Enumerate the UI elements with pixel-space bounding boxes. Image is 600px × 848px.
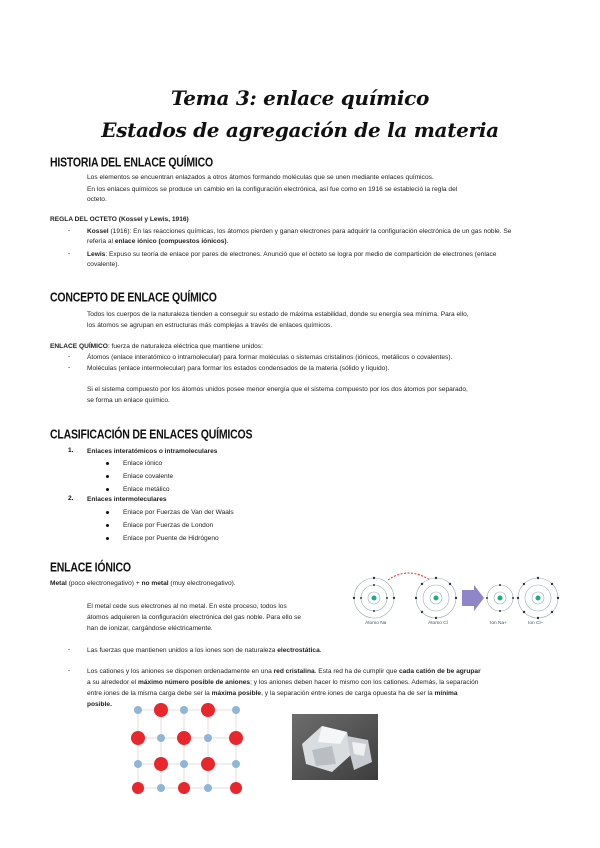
bullet-marker (106, 524, 109, 527)
b2-l1b: red cristalina (273, 668, 315, 675)
octeto-lewis-line2: covalente). (87, 261, 120, 268)
crystal-lattice-figure (124, 700, 254, 795)
kossel-text2c: . (226, 238, 229, 245)
na-ion (487, 585, 513, 611)
b1-text-b: electrostática (277, 647, 320, 654)
concepto-item-2: Moléculas (enlace intermolecular) para formar los estados condensados de la materia (sólido y líquido). (87, 365, 390, 372)
fig-label-na-ion: Ion Na+ (490, 621, 507, 626)
bullet-marker (106, 475, 109, 478)
clasificacion-item: Enlace iónico (123, 460, 163, 467)
kossel-text: (1916): En las reacciones químicas, los átomos pierden y ganan electrones para adquirir la configuración electrónica de un gas noble. Se (108, 228, 512, 235)
octeto-heading: REGLA DEL OCTETO (Kossel y Lewis, 1916) (50, 216, 189, 223)
lewis-name: Lewis (87, 251, 106, 258)
b2-l3c: , y la separación entre iones de carga opuesta ha de ser la (261, 690, 435, 697)
clasificacion-group-1: Enlaces interatómicos o intramoleculares (87, 448, 218, 455)
bullet-marker (106, 537, 109, 540)
nonmetal-label: no metal (141, 580, 169, 587)
ionico-bullet-2-line3 (87, 689, 458, 698)
historia-paragraph-3: octeto. (87, 196, 107, 203)
ionico-bullet-2-line4: posible. (87, 701, 112, 708)
definition-label: ENLACE QUÍMICO (50, 343, 108, 350)
clasificacion-item: Enlace metálico (123, 486, 170, 493)
dash-marker: - (68, 353, 71, 360)
definition-text: : fuerza de naturaleza eléctrica que mantiene unidos: (107, 343, 263, 350)
document-subtitle: Estados de agregación de la materia (101, 118, 499, 142)
clasificacion-item: Enlace por Fuerzas de Van der Waals (123, 509, 234, 516)
clasificacion-item: Enlace covalente (123, 473, 174, 480)
dash-marker: - (68, 646, 71, 653)
intro-text-d: (muy electronegativo). (168, 580, 236, 587)
b2-l1a: Los cationes y los aniones se disponen ordenadamente en una (87, 668, 274, 675)
kossel-text2b: enlace iónico (compuestos iónicos) (114, 238, 227, 245)
section-heading-historia: HISTORIA DEL ENLACE QUÍMICO (50, 155, 213, 170)
bullet-marker (106, 488, 109, 491)
b2-l1c: . Esta red ha de cumplir que (314, 668, 399, 675)
salt-crystal-photo (292, 714, 378, 780)
ionico-bullet-2-line2 (87, 678, 478, 687)
concepto-paragraph-1: Todos los cuerpos de la naturaleza tienden a conseguir su estado de máxima estabilidad, donde su energía sea mínima. Para ello, (87, 311, 469, 318)
b2-l2a: a su alrededor el (87, 679, 138, 686)
list-number-1: 1. (68, 447, 74, 454)
b2-l3d: mínima (434, 690, 458, 697)
concepto-item-1: Átomos (enlace interatómico o intramolecular) para formar moléculas o sistemas cristalinos (iónicos, metálicos o covalentes). (87, 354, 453, 361)
metal-label: Metal (50, 580, 67, 587)
enlace-quimico-definition (50, 342, 263, 351)
ionico-intro (50, 579, 236, 588)
section-heading-concepto: CONCEPTO DE ENLACE QUÍMICO (50, 290, 217, 305)
fig-label-na-atom: Átomo Na (365, 621, 387, 626)
b2-l1d: cada catión de be agrupar (398, 668, 481, 675)
concepto-paragraph-3: Si el sistema compuesto por los átomos unidos posee menor energía que el sistema compuesto por los dos átomos por separado, (87, 386, 468, 393)
octeto-kossel-line2 (87, 237, 228, 246)
reaction-arrow-icon (462, 585, 484, 611)
bullet-marker (106, 511, 109, 514)
historia-paragraph-1: Los elementos se encuentran enlazados a otros átomos formando moléculas que se unen mediante enlaces químicos. (87, 174, 434, 181)
fig-label-cl-atom: Átomo Cl (428, 621, 448, 626)
ionico-bullet-2-line1 (87, 667, 481, 676)
kossel-name: Kossel (87, 228, 109, 235)
clasificacion-item: Enlace por Puente de Hidrógeno (123, 535, 219, 542)
list-number-2: 2. (68, 495, 74, 502)
clasificacion-group-2: Enlaces intermoleculares (87, 496, 167, 503)
ionico-bullet-1 (87, 646, 322, 655)
octeto-kossel (87, 227, 511, 236)
b1-text-a: Las fuerzas que mantienen unidos a los iones son de naturaleza (87, 647, 278, 654)
ionico-paragraph-2: átomos adquieren la configuración electrónica del gas noble. Para ello se (87, 614, 302, 621)
b2-l2b: máximo número posible de aniones (137, 679, 251, 686)
dash-marker: - (68, 667, 71, 674)
document-title: Tema 3: enlace químico (170, 86, 430, 110)
lattice-ions (131, 703, 243, 794)
dash-marker: - (68, 364, 71, 371)
section-heading-clasificacion: CLASIFICACIÓN DE ENLACES QUÍMICOS (50, 427, 253, 442)
fig-label-cl-ion: Ion Cl− (528, 621, 544, 626)
concepto-paragraph-2: los átomos se agrupan en estructuras más complejas a través de enlaces químicos. (87, 322, 333, 329)
b2-l3b: máxima posible (211, 690, 262, 697)
octeto-lewis (87, 250, 496, 259)
intro-text-b: (poco electronegativo) + (66, 580, 142, 587)
historia-paragraph-2: En los enlaces químicos se produce un cambio en la configuración electrónica, así fue como en 1916 se estableció la regla del (87, 186, 458, 193)
dash-marker: - (68, 227, 71, 234)
lattice-lines (138, 710, 236, 788)
kossel-text2a: refería al (87, 238, 115, 245)
b2-l2c: ; y los aniones deben hacer lo mismo con los cationes. Además, la separación (250, 679, 479, 686)
clasificacion-item: Enlace por Fuerzas de London (123, 522, 214, 529)
section-heading-ionico: ENLACE IÓNICO (50, 560, 131, 575)
b1-text-c: . (319, 647, 322, 654)
dash-marker: - (68, 250, 71, 257)
b2-l3a: entre iones de la misma carga debe ser la (87, 690, 212, 697)
electron-transfer-arrow (388, 573, 430, 580)
ionico-paragraph-3: han de ionizar, cargándose eléctricamente. (87, 625, 213, 632)
concepto-paragraph-4: se forma un enlace químico. (87, 397, 170, 404)
lewis-text: : Expuso su teoría de enlace por pares de electrones. Anunció que el octeto se logra por medio de compartición de electrones (enlace (105, 251, 497, 258)
bullet-marker (106, 462, 109, 465)
ionico-paragraph-1: El metal cede sus electrones al no metal. En este proceso, todos los (87, 603, 287, 610)
